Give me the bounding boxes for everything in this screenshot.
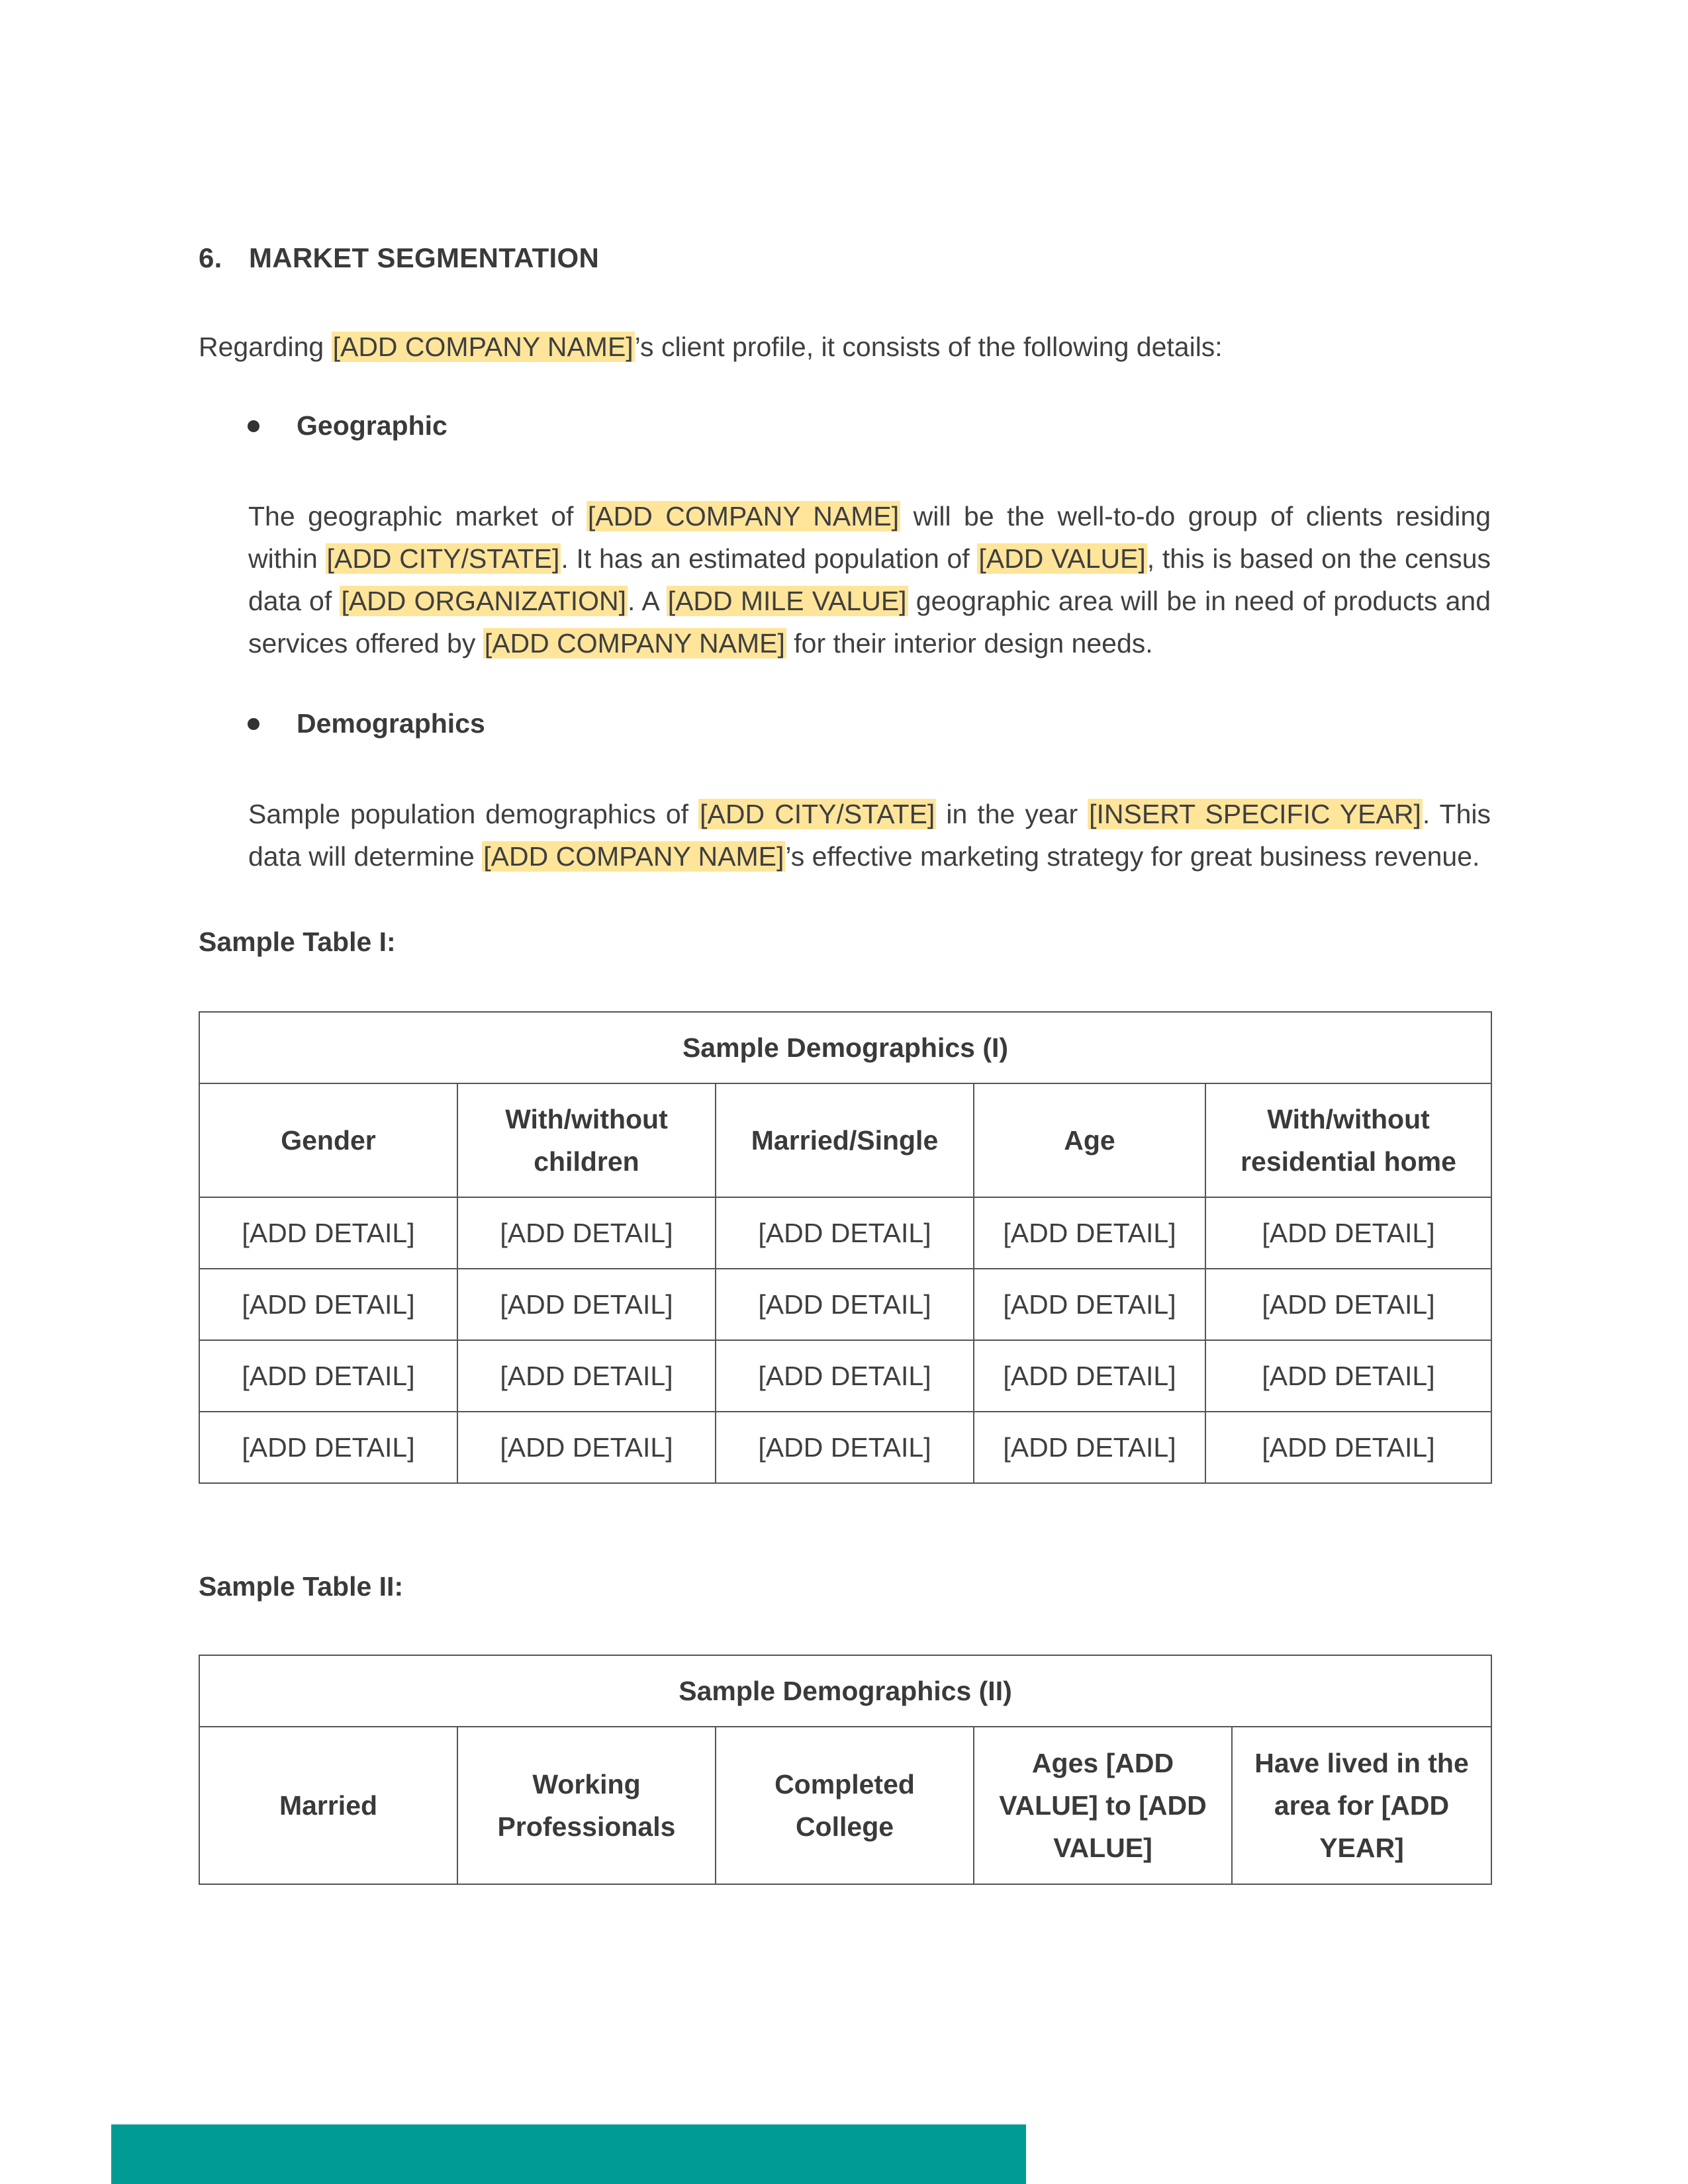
column-header: Completed College	[716, 1727, 974, 1884]
table-title-row	[199, 1655, 1491, 1727]
bullet-geographic	[248, 410, 447, 441]
table-cell: [ADD DETAIL]	[199, 1340, 457, 1412]
column-header: Ages [ADD VALUE] to [ADD VALUE]	[974, 1727, 1232, 1884]
section-title: MARKET SEGMENTATION	[249, 242, 600, 273]
bullet-icon	[248, 420, 259, 432]
table-row	[199, 1269, 1491, 1340]
table-cell: [ADD DETAIL]	[716, 1269, 974, 1340]
table-header-row	[199, 1083, 1491, 1197]
placeholder-organization: [ADD ORGANIZATION]	[341, 586, 627, 616]
geo-text: , this is based on the census data of	[248, 543, 1491, 616]
geo-text: The geographic market of	[248, 501, 586, 531]
intro-paragraph	[199, 326, 1491, 368]
table-cell: [ADD DETAIL]	[457, 1412, 716, 1483]
demographics-table-2	[199, 1655, 1492, 1885]
table-row	[199, 1197, 1491, 1269]
placeholder-company-name: [ADD COMPANY NAME]	[587, 501, 900, 531]
table-cell: [ADD DETAIL]	[457, 1340, 716, 1412]
table-row	[199, 1412, 1491, 1483]
table2-label: Sample Table II:	[199, 1571, 404, 1602]
table-cell: [ADD DETAIL]	[716, 1412, 974, 1483]
column-header: Have lived in the area for [ADD YEAR]	[1232, 1727, 1491, 1884]
geo-text: geographic area will be in need of products and services offered by	[248, 586, 1491, 659]
column-header: Gender	[199, 1083, 457, 1197]
geographic-paragraph	[248, 495, 1491, 664]
column-header: Working Professionals	[457, 1727, 716, 1884]
demo-text: ’s effective marketing strategy for great business revenue.	[785, 841, 1480, 872]
column-header: With/without residential home	[1205, 1083, 1491, 1197]
demo-text: in the year	[936, 799, 1088, 829]
table-cell: [ADD DETAIL]	[716, 1197, 974, 1269]
bullet-icon	[248, 718, 259, 730]
placeholder-company-name: [ADD COMPANY NAME]	[484, 628, 785, 659]
table-cell: [ADD DETAIL]	[974, 1340, 1205, 1412]
table-cell: [ADD DETAIL]	[1205, 1269, 1491, 1340]
column-header: With/without children	[457, 1083, 716, 1197]
table-row	[199, 1340, 1491, 1412]
intro-text: Regarding	[199, 332, 332, 362]
geo-text: . It has an estimated population of	[561, 543, 978, 574]
demographics-paragraph	[248, 793, 1491, 878]
intro-text-end: ’s client profile, it consists of the following details:	[634, 332, 1223, 362]
geo-text: for their interior design needs.	[786, 628, 1153, 659]
footer-accent-bar	[111, 2124, 1026, 2184]
table1-title: Sample Demographics (I)	[199, 1012, 1491, 1083]
bullet-demographics-label: Demographics	[297, 708, 485, 739]
placeholder-city-state: [ADD CITY/STATE]	[700, 799, 935, 829]
table-header-row	[199, 1727, 1491, 1884]
section-heading	[199, 242, 599, 274]
geo-text: . A	[628, 586, 667, 616]
table-title-row	[199, 1012, 1491, 1083]
bullet-demographics	[248, 708, 485, 739]
placeholder-mile-value: [ADD MILE VALUE]	[667, 586, 907, 616]
table2-title: Sample Demographics (II)	[199, 1655, 1491, 1727]
demo-text: . This data will determine	[248, 799, 1491, 872]
table-cell: [ADD DETAIL]	[1205, 1412, 1491, 1483]
demo-text: Sample population demographics of	[248, 799, 699, 829]
section-number: 6.	[199, 242, 222, 273]
demographics-table-1	[199, 1011, 1492, 1484]
table-cell: [ADD DETAIL]	[457, 1197, 716, 1269]
table-cell: [ADD DETAIL]	[457, 1269, 716, 1340]
bullet-geographic-label: Geographic	[297, 410, 447, 441]
table-cell: [ADD DETAIL]	[199, 1412, 457, 1483]
table-cell: [ADD DETAIL]	[716, 1340, 974, 1412]
table-cell: [ADD DETAIL]	[199, 1197, 457, 1269]
placeholder-specific-year: [INSERT SPECIFIC YEAR]	[1089, 799, 1421, 829]
placeholder-company-name: [ADD COMPANY NAME]	[483, 841, 784, 872]
placeholder-value: [ADD VALUE]	[978, 543, 1146, 574]
column-header: Married	[199, 1727, 457, 1884]
table-cell: [ADD DETAIL]	[1205, 1340, 1491, 1412]
placeholder-city-state: [ADD CITY/STATE]	[326, 543, 560, 574]
table-cell: [ADD DETAIL]	[1205, 1197, 1491, 1269]
column-header: Married/Single	[716, 1083, 974, 1197]
table-cell: [ADD DETAIL]	[974, 1412, 1205, 1483]
placeholder-company-name: [ADD COMPANY NAME]	[332, 332, 633, 362]
table-cell: [ADD DETAIL]	[974, 1197, 1205, 1269]
column-header: Age	[974, 1083, 1205, 1197]
table1-label: Sample Table I:	[199, 927, 396, 957]
table-cell: [ADD DETAIL]	[199, 1269, 457, 1340]
table-cell: [ADD DETAIL]	[974, 1269, 1205, 1340]
geo-text: will be the well-to-do group of clients residing within	[248, 501, 1491, 574]
